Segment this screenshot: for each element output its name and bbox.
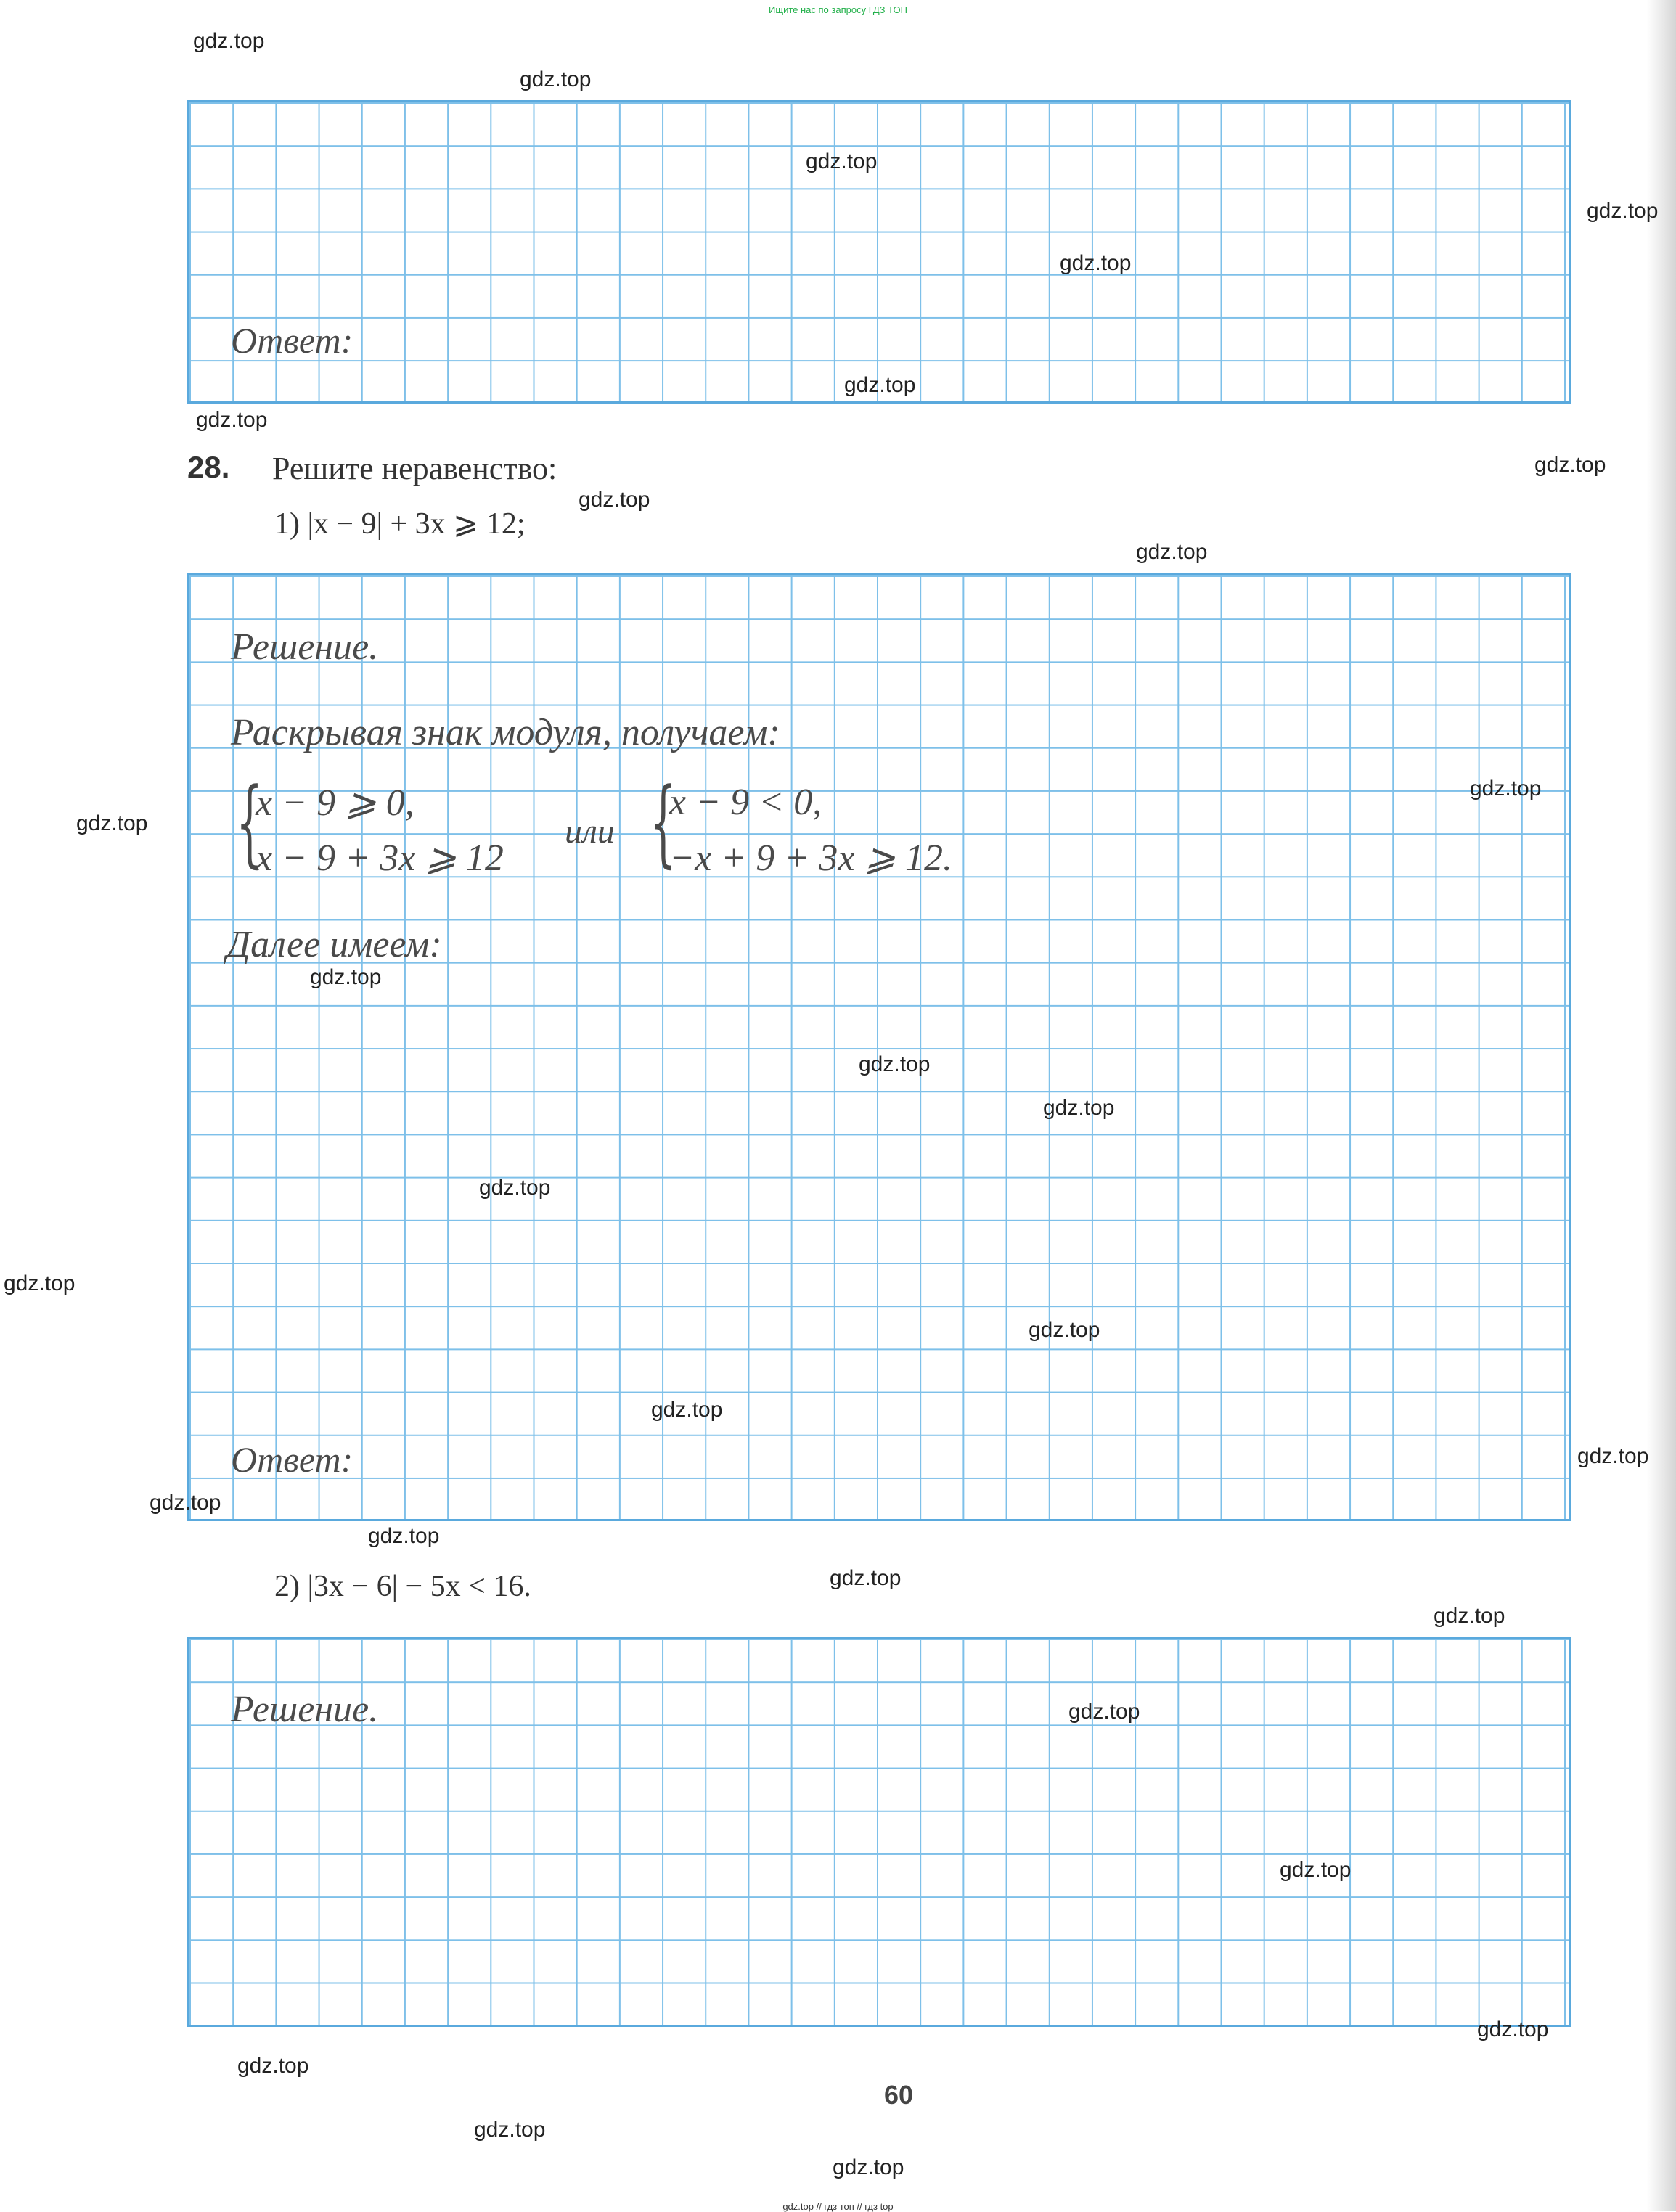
header-note: Ищите нас по запросу ГДЗ ТОП <box>769 4 907 15</box>
continue-label: Далее имеем: <box>226 924 442 965</box>
watermark: gdz.top <box>1587 199 1659 223</box>
watermark: gdz.top <box>193 29 265 53</box>
watermark: gdz.top <box>1068 1700 1140 1724</box>
page-edge <box>1647 0 1676 2211</box>
watermark: gdz.top <box>1136 540 1208 564</box>
watermark: gdz.top <box>310 965 382 989</box>
watermark: gdz.top <box>833 2155 904 2179</box>
watermark: gdz.top <box>579 488 650 512</box>
watermark: gdz.top <box>479 1176 551 1200</box>
solution-intro: Раскрывая знак модуля, получаем: <box>231 712 780 753</box>
system-b-line1: x − 9 < 0, <box>669 782 822 823</box>
system-a-brace: { <box>236 767 263 877</box>
solution-grid-part2 <box>187 1637 1571 2027</box>
watermark: gdz.top <box>1534 453 1606 477</box>
part1-statement: 1) |x − 9| + 3x ⩾ 12; <box>274 507 526 541</box>
answer-label-part1: Ответ: <box>231 1439 353 1480</box>
solution-label-part2: Решение. <box>231 1689 379 1730</box>
watermark: gdz.top <box>1477 2018 1549 2041</box>
task-number: 28. <box>187 450 230 484</box>
watermark: gdz.top <box>1577 1444 1649 1468</box>
system-a-line2: x − 9 + 3x ⩾ 12 <box>256 837 504 879</box>
part2-statement: 2) |3x − 6| − 5x < 16. <box>274 1570 531 1603</box>
answer-label-top: Ответ: <box>231 320 353 361</box>
watermark: gdz.top <box>830 1566 902 1590</box>
system-a-line1: x − 9 ⩾ 0, <box>256 782 414 824</box>
watermark: gdz.top <box>196 408 268 432</box>
answer-grid-top <box>187 100 1571 404</box>
watermark: gdz.top <box>1470 777 1542 800</box>
watermark: gdz.top <box>237 2054 309 2078</box>
or-word: или <box>565 812 615 851</box>
watermark: gdz.top <box>474 2118 546 2142</box>
task-prompt: Решите неравенство: <box>272 451 557 486</box>
watermark: gdz.top <box>1060 251 1132 275</box>
watermark: gdz.top <box>806 149 878 173</box>
watermark: gdz.top <box>651 1398 723 1422</box>
footer-note: gdz.top // гдз топ // гдз top <box>782 2201 894 2212</box>
watermark: gdz.top <box>1043 1096 1115 1120</box>
system-b-brace: { <box>650 767 677 877</box>
watermark: gdz.top <box>1029 1318 1100 1342</box>
watermark: gdz.top <box>844 373 916 397</box>
watermark: gdz.top <box>1434 1604 1505 1628</box>
watermark: gdz.top <box>859 1052 931 1076</box>
system-b-line2: −x + 9 + 3x ⩾ 12. <box>669 837 952 879</box>
solution-label-part1: Решение. <box>231 626 379 668</box>
watermark: gdz.top <box>368 1524 440 1548</box>
page-number: 60 <box>884 2080 914 2110</box>
watermark: gdz.top <box>520 67 592 91</box>
watermark: gdz.top <box>1280 1858 1352 1882</box>
watermark: gdz.top <box>4 1271 75 1295</box>
watermark: gdz.top <box>76 811 148 835</box>
watermark: gdz.top <box>150 1491 221 1515</box>
